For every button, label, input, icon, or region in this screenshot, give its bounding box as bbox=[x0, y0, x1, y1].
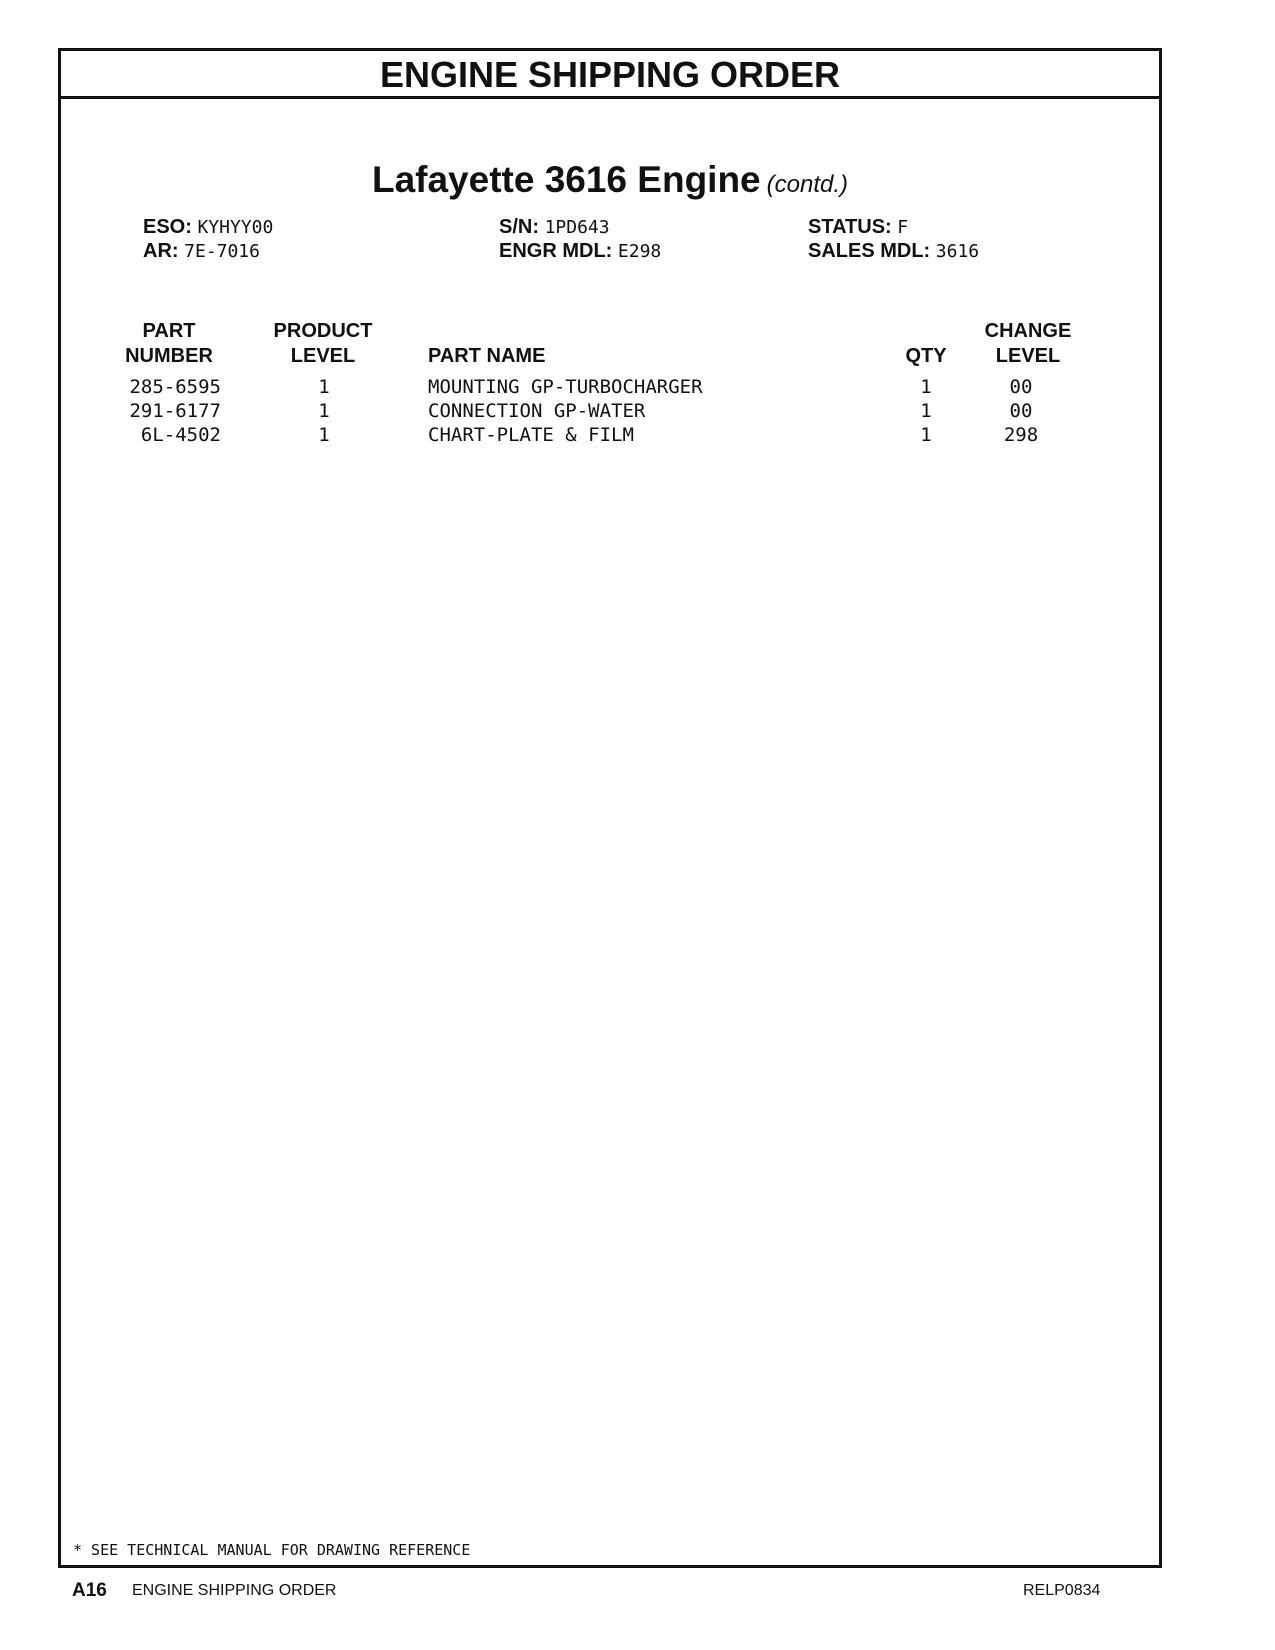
part-number: 285-6595 bbox=[129, 376, 221, 398]
part-name: CHART-PLATE & FILM bbox=[428, 424, 634, 446]
eso-field bbox=[143, 215, 273, 240]
engr-mdl-field bbox=[499, 239, 661, 264]
contd-label: (contd.) bbox=[766, 171, 849, 198]
header-qty: QTY bbox=[905, 345, 947, 367]
engr-mdl-value: E298 bbox=[617, 241, 662, 262]
status-value: F bbox=[897, 217, 909, 238]
ar-label: AR: bbox=[143, 240, 179, 262]
sn-value: 1PD643 bbox=[544, 217, 610, 238]
product-level: 1 bbox=[318, 400, 330, 422]
qty: 1 bbox=[920, 424, 932, 446]
sales-mdl-value: 3616 bbox=[935, 241, 980, 262]
part-name: CONNECTION GP-WATER bbox=[428, 400, 646, 422]
sales-mdl-field bbox=[808, 239, 979, 264]
ar-field bbox=[143, 239, 260, 264]
change-level: 00 bbox=[1009, 400, 1033, 422]
product-level: 1 bbox=[318, 376, 330, 398]
product-level: 1 bbox=[318, 424, 330, 446]
ar-value: 7E-7016 bbox=[184, 241, 260, 262]
qty: 1 bbox=[920, 376, 932, 398]
header-part-name: PART NAME bbox=[428, 345, 546, 367]
part-number: 6L-4502 bbox=[140, 424, 221, 446]
change-level: 298 bbox=[1003, 424, 1039, 446]
status-field bbox=[808, 215, 908, 240]
change-level: 00 bbox=[1009, 376, 1033, 398]
page-number: A16 bbox=[72, 1580, 107, 1601]
sn-label: S/N: bbox=[499, 216, 539, 238]
header-part-number: PART NUMBER bbox=[125, 320, 213, 367]
part-name: MOUNTING GP-TURBOCHARGER bbox=[428, 376, 703, 398]
footnote: * SEE TECHNICAL MANUAL FOR DRAWING REFERENCE bbox=[73, 1541, 471, 1559]
footer-section: ENGINE SHIPPING ORDER bbox=[132, 1582, 337, 1599]
header-change-level: CHANGE LEVEL bbox=[984, 320, 1072, 367]
qty: 1 bbox=[920, 400, 932, 422]
page-title: ENGINE SHIPPING ORDER bbox=[61, 51, 1159, 99]
engine-title bbox=[61, 159, 1159, 201]
header-product-level: PRODUCT LEVEL bbox=[273, 320, 373, 367]
sales-mdl-label: SALES MDL: bbox=[808, 240, 931, 262]
eso-label: ESO: bbox=[143, 216, 192, 238]
footer-code: RELP0834 bbox=[1023, 1582, 1101, 1599]
engr-mdl-label: ENGR MDL: bbox=[499, 240, 613, 262]
engine-title-text: Lafayette 3616 Engine bbox=[371, 159, 761, 200]
eso-value: KYHYY00 bbox=[197, 217, 274, 238]
status-label: STATUS: bbox=[808, 216, 892, 238]
part-number: 291-6177 bbox=[129, 400, 221, 422]
page-frame bbox=[58, 48, 1162, 1568]
sn-field bbox=[499, 215, 610, 240]
